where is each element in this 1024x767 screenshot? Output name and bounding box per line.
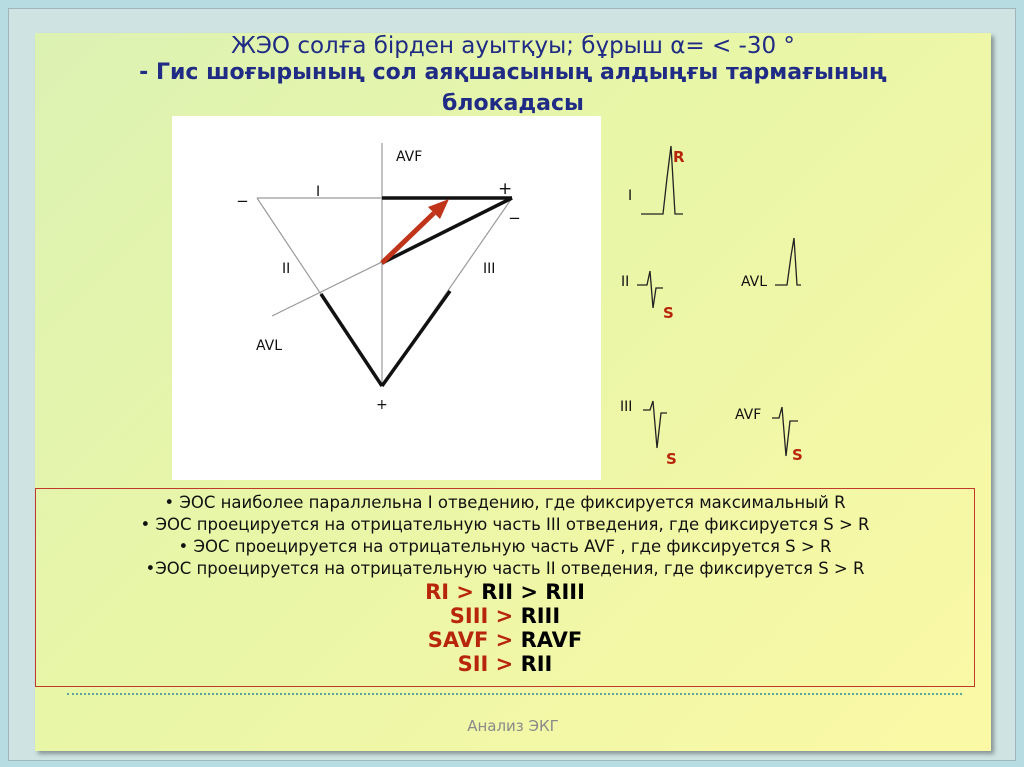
plus-right-label: + xyxy=(498,179,513,199)
title-line-2: - Гис шоғырының сол аяқшасының алдыңғы тармағының xyxy=(139,60,887,85)
formula-term: RIII xyxy=(520,604,561,628)
conclusions-box xyxy=(35,488,975,687)
lead-iii-label: III xyxy=(483,261,496,277)
wave-iii-lead-label: III xyxy=(620,399,633,415)
lead-iii-projection xyxy=(382,291,450,386)
formula-ri-rii-riii xyxy=(36,580,974,604)
formula-term: RI xyxy=(425,580,450,604)
formula-term: RIII xyxy=(545,580,585,604)
wave-avf-lead-label: AVF xyxy=(735,407,762,423)
eos-resultant-line xyxy=(382,198,512,263)
wave-ii-s-label: S xyxy=(663,304,674,322)
footer-caption: Анализ ЭКГ xyxy=(467,717,559,735)
wave-i-lead-label: I xyxy=(628,188,633,204)
waveforms-svg xyxy=(615,138,835,478)
wave-avl-lead-label: AVL xyxy=(741,274,768,290)
lead-i-label: I xyxy=(316,184,321,200)
ecg-waveforms xyxy=(615,138,835,478)
minus-left-label: _ xyxy=(238,182,247,203)
formula-term: SAVF xyxy=(427,628,489,652)
formula-operator: > xyxy=(488,652,521,676)
formula-operator: > xyxy=(449,580,482,604)
wave-avl-trace xyxy=(775,238,801,285)
formula-operator: > xyxy=(488,628,521,652)
slide xyxy=(35,33,991,751)
formula-term: RII xyxy=(481,580,514,604)
bullet-item: • ЭОС проецируется на отрицательную часть AVF , где фиксируется S > R xyxy=(178,537,832,556)
dotted-divider xyxy=(67,693,962,695)
triangle-svg xyxy=(172,116,601,480)
avl-label: AVL xyxy=(256,338,283,354)
wave-ii-trace xyxy=(637,271,663,308)
formula-sii-rii xyxy=(36,652,974,676)
bullet-item: • ЭОС проецируется на отрицательную часть III отведения, где фиксируется S > R xyxy=(140,515,870,534)
bullet-item: • ЭОС наиболее параллельна I отведению, где фиксируется максимальный R xyxy=(164,493,846,512)
wave-iii-trace xyxy=(643,401,667,448)
formula-term: RAVF xyxy=(520,628,583,652)
formula-savf-ravf xyxy=(36,628,974,652)
plus-bottom-label: + xyxy=(376,397,388,413)
formula-term: SIII xyxy=(449,604,489,628)
formula-operator: > xyxy=(488,604,521,628)
bullet-item: •ЭОС проецируется на отрицательную часть II отведения, где фиксируется S > R xyxy=(145,559,865,578)
formula-term: SII xyxy=(457,652,489,676)
wave-i-r-label: R xyxy=(673,148,685,166)
formula-siii-riii xyxy=(36,604,974,628)
formula-operator: > xyxy=(513,580,546,604)
formula-term: RII xyxy=(520,652,553,676)
avf-top-label: AVF xyxy=(396,149,423,165)
wave-iii-s-label: S xyxy=(666,450,677,468)
wave-ii-lead-label: II xyxy=(621,274,630,290)
electrical-axis-arrow xyxy=(382,213,434,263)
title-line-3: блокадасы xyxy=(442,91,584,116)
title-line-1: ЖЭО солға бірден ауытқуы; бұрыш α= < -30 ° xyxy=(231,33,795,59)
minus-right-label: _ xyxy=(510,199,519,220)
wave-avf-s-label: S xyxy=(792,446,803,464)
einthoven-triangle-diagram xyxy=(172,116,601,480)
lead-ii-label: II xyxy=(282,261,291,277)
lead-ii-projection xyxy=(321,294,382,386)
